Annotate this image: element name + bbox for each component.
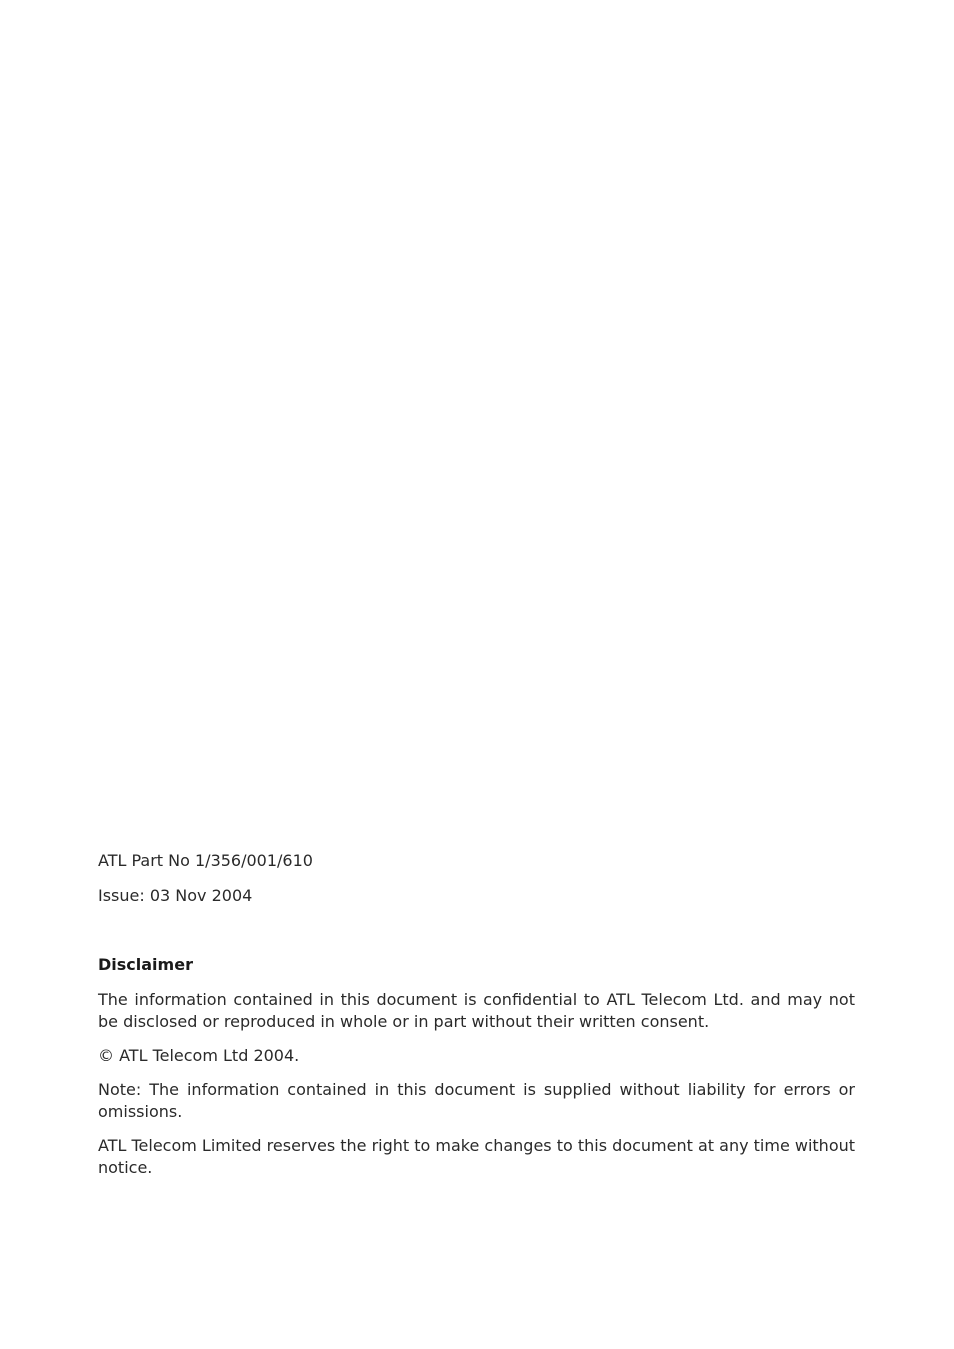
liability-note-paragraph: Note: The information contained in this document is supplied without liability for errors or omissions.: [98, 1080, 855, 1121]
disclaimer-heading: Disclaimer: [98, 955, 193, 974]
copyright-paragraph: © ATL Telecom Ltd 2004.: [98, 1046, 300, 1065]
changes-notice-paragraph: ATL Telecom Limited reserves the right to make changes to this document at any time without notice.: [98, 1136, 856, 1177]
issue-date: Issue: 03 Nov 2004: [98, 886, 253, 905]
section-spacer: [98, 920, 855, 954]
confidentiality-paragraph: The information contained in this document is confidential to ATL Telecom Ltd. and may not be disclosed or reproduced in whole or in part without their written consent.: [98, 990, 855, 1031]
part-number: ATL Part No 1/356/001/610: [98, 851, 313, 870]
document-info-block: [98, 850, 855, 1191]
